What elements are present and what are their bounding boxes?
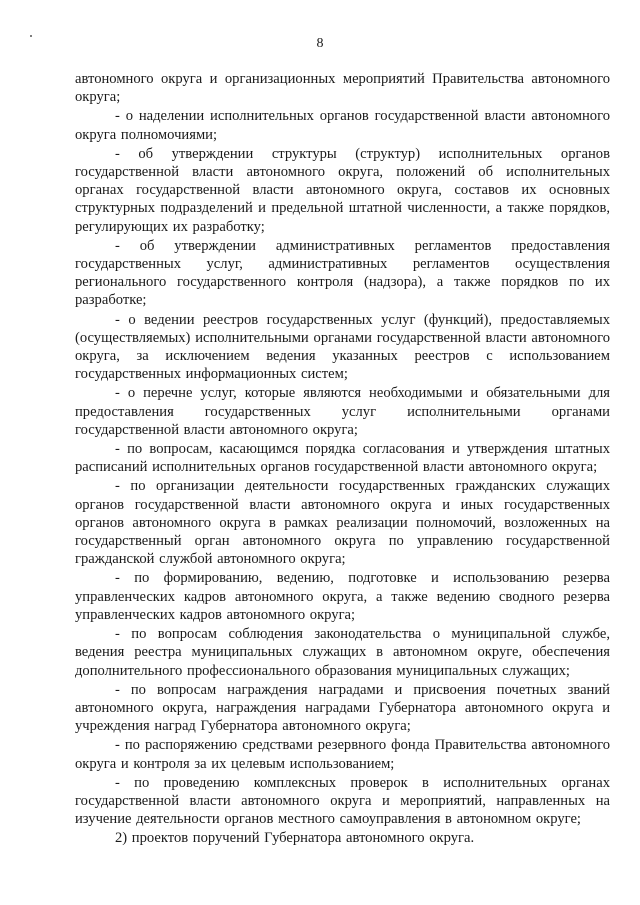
- list-item-municipal-service: - по вопросам соблюдения законодательства о муниципальной службе, ведения реестра муниципальных служащих в автономном округе, обеспечения дополнительного профессионального образования муниципальных служащих;: [75, 626, 610, 679]
- list-item-reserve-fund: - по распоряжению средствами резервного фонда Правительства автономного округа и контроля за их целевым использованием;: [75, 737, 610, 772]
- list-item-services-list: - о перечне услуг, которые являются необходимыми и обязательными для предоставления государственных услуг исполнительными органами государственной власти автономного округа;: [75, 385, 610, 438]
- list-item-regulations: - об утверждении административных регламентов предоставления государственных услуг, административных регламентов осуществления регионального государственного контроля (надзора), а также порядков по их разработке;: [75, 237, 610, 309]
- list-item-delegation: - о наделении исполнительных органов государственной власти автономного округа полномочиями;: [75, 108, 610, 143]
- document-body: [75, 70, 610, 849]
- numbered-item-2: 2) проектов поручений Губернатора автономного округа.: [115, 830, 475, 847]
- list-item-registries: - о ведении реестров государственных услуг (функций), предоставляемых (осуществляемых) исполнительными органами государственной власти автономного округа, за исключением ведения указанных реестров с использованием государственных информационных систем;: [75, 311, 610, 383]
- list-item-staffing: - по вопросам, касающимся порядка согласования и утверждения штатных расписаний исполнительных органов государственной власти автономного округа;: [75, 441, 610, 476]
- list-item-inspections: - по проведению комплексных проверок в исполнительных органах государственной власти автономного округа и мероприятий, направленных на изучение деятельности органов местного самоуправления в автономном округе;: [75, 774, 610, 828]
- list-item-personnel-reserve: - по формированию, ведению, подготовке и использованию резерва управленческих кадров автономного округа, а также ведению сводного резерва управленческих кадров автономного округа;: [75, 570, 610, 623]
- page-number: 8: [316, 36, 324, 51]
- paragraph-continuation: автономного округа и организационных мероприятий Правительства автономного округа;: [75, 71, 610, 106]
- list-item-structure: - об утверждении структуры (структур) исполнительных органов государственной власти автономного округа, положений об исполнительных органах государственной власти автономного округа, составов их основных структурных подразделений и предельной штатной численности, а также порядков, регулирующих их разработку;: [75, 145, 610, 235]
- list-item-awards: - по вопросам награждения наградами и присвоения почетных званий автономного округа, награждения наградами Губернатора автономного округа и учреждения наград Губернатора автономного округа;: [75, 681, 610, 735]
- list-item-civil-service: - по организации деятельности государственных гражданских служащих органов государственной власти автономного округа и иных государственных органов автономного округа в рамках реализации полномочий, возложенных на государственный орган автономного округа по управлению государственной гражданской службой автономного округа;: [75, 478, 610, 568]
